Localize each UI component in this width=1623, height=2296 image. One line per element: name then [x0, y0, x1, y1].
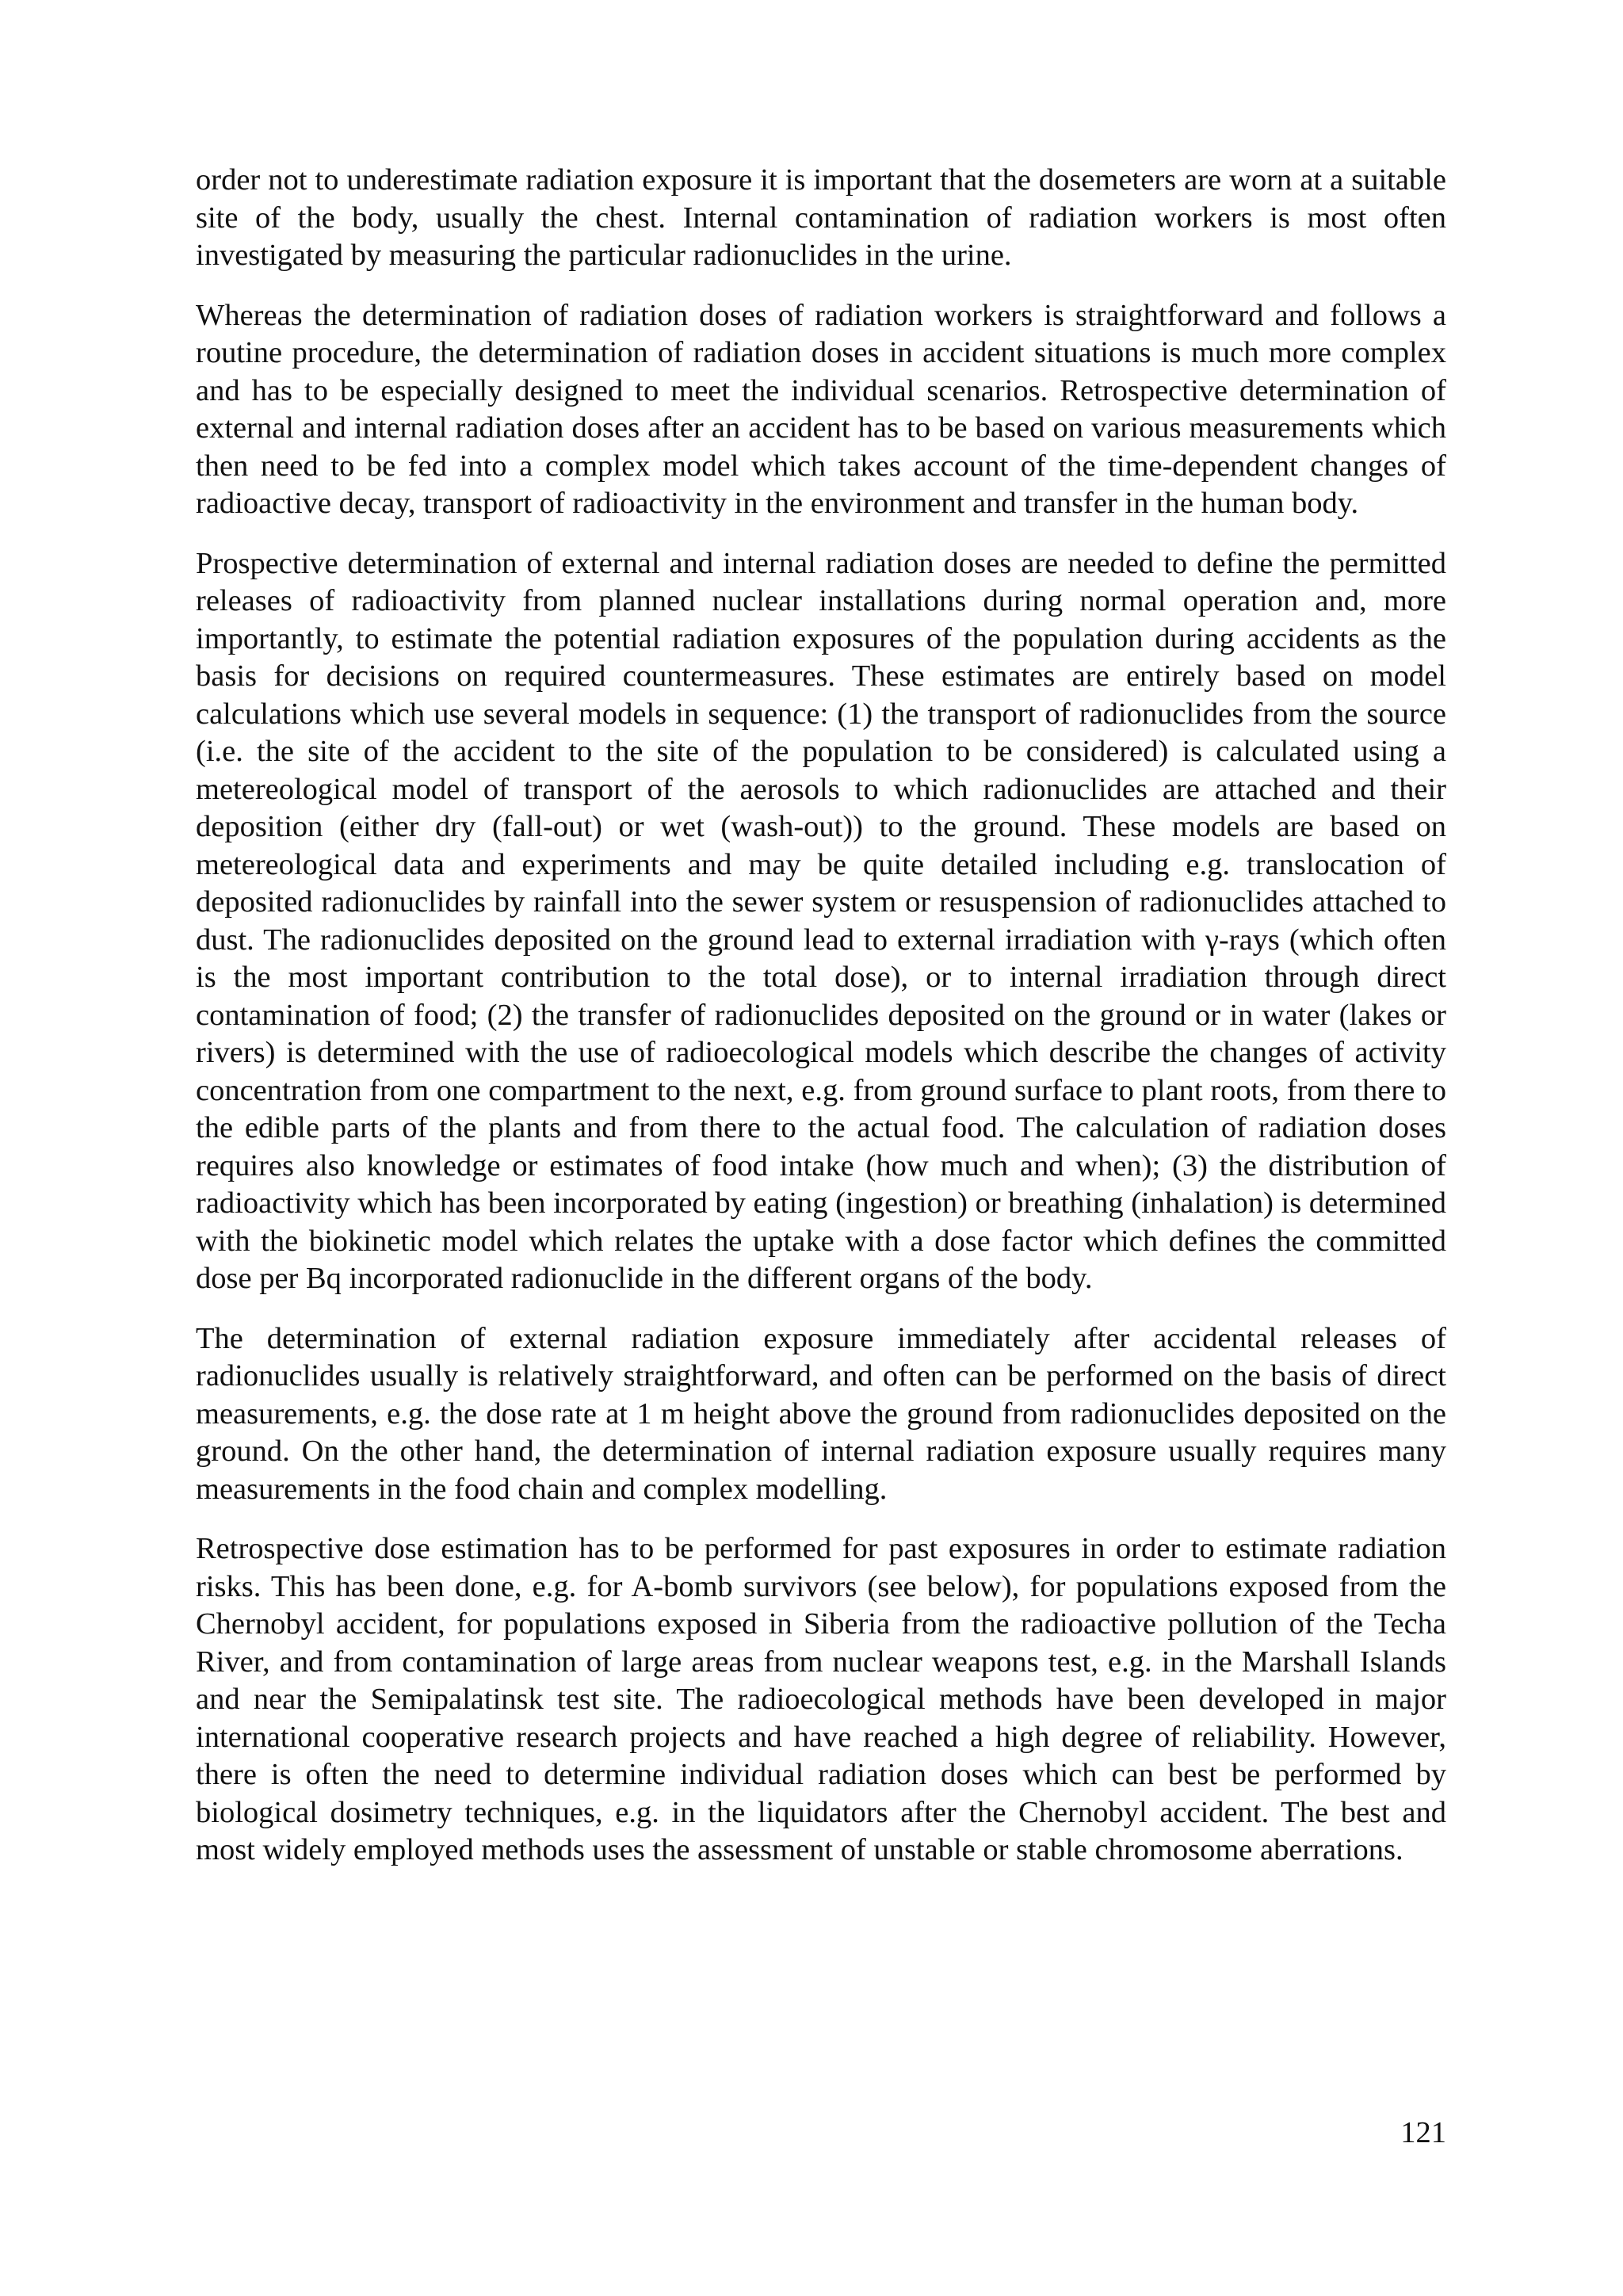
body-text [196, 162, 1446, 1892]
paragraph-4: The determination of external radiation exposure immediately after accidental releases of radionuclides usually is relatively straightforward, and often can be performed on the basis of direct measurements, e.g. the dose rate at 1 m height above the ground from radionuclides deposited on the ground. On the other hand, the determination of internal radiation exposure usually requires many measurements in the food chain and complex modelling. [196, 1321, 1446, 1506]
page-number: 121 [1400, 2116, 1446, 2149]
paragraph-5: Retrospective dose estimation has to be performed for past exposures in order to estimate radiation risks. This has been done, e.g. for A-bomb survivors (see below), for populations exposed from the Chernobyl accident, for populations exposed in Siberia from the radioactive pollution of the Techa River, and from contamination of large areas from nuclear weapons test, e.g. in the Marshall Islands and near the Semipalatinsk test site. The radioecological methods have been developed in major international cooperative research projects and have reached a high degree of reliability. However, there is often the need to determine individual radiation doses which can best be performed by biological dosimetry techniques, e.g. in the liquidators after the Chernobyl accident. The best and most widely employed methods uses the assessment of unstable or stable chromosome aberrations. [196, 1532, 1446, 1866]
paragraph-1: order not to underestimate radiation exposure it is important that the dosemeters are worn at a suitable site of the body, usually the chest. Internal contamination of radiation workers is most often investigated by measuring the particular radionuclides in the urine. [196, 163, 1446, 272]
paragraph-3: Prospective determination of external and internal radiation doses are needed to define the permitted releases of radioactivity from planned nuclear installations during normal operation and, more importantly, to estimate the potential radiation exposures of the population during accidents as the basis for decisions on required countermeasures. These estimates are entirely based on model calculations which use several models in sequence: (1) the transport of radionuclides from the source (i.e. the site of the accident to the site of the population to be considered) is calculated using a metereological model of transport of the aerosols to which radionuclides are attached and their deposition (either dry (fall-out) or wet (wash-out)) to the ground. These models are based on metereological data and experiments and may be quite detailed including e.g. translocation of deposited radionuclides by rainfall into the sewer system or resuspension of radionuclides attached to dust. The radionuclides deposited on the ground lead to external irradiation with γ-rays (which often is the most important contribution to the total dose), or to internal irradiation through direct contamination of food; (2) the transfer of radionuclides deposited on the ground or in water (lakes or rivers) is determined with the use of radioecological models which describe the changes of activity concentration from one compartment to the next, e.g. from ground surface to plant roots, from there to the edible parts of the plants and from there to the actual food. The calculation of radiation doses requires also knowledge or estimates of food intake (how much and when); (3) the distribution of radioactivity which has been incorporated by eating (ingestion) or breathing (inhalation) is determined with the biokinetic model which relates the uptake with a dose factor which defines the committed dose per Bq incorporated radionuclide in the different organs of the body. [196, 546, 1446, 1295]
paragraph-2: Whereas the determination of radiation doses of radiation workers is straightforward and follows a routine procedure, the determination of radiation doses in accident situations is much more complex and has to be especially designed to meet the individual scenarios. Retrospective determination of external and internal radiation doses after an accident has to be based on various measurements which then need to be fed into a complex model which takes account of the time-dependent changes of radioactive decay, transport of radioactivity in the environment and transfer in the human body. [196, 298, 1446, 520]
